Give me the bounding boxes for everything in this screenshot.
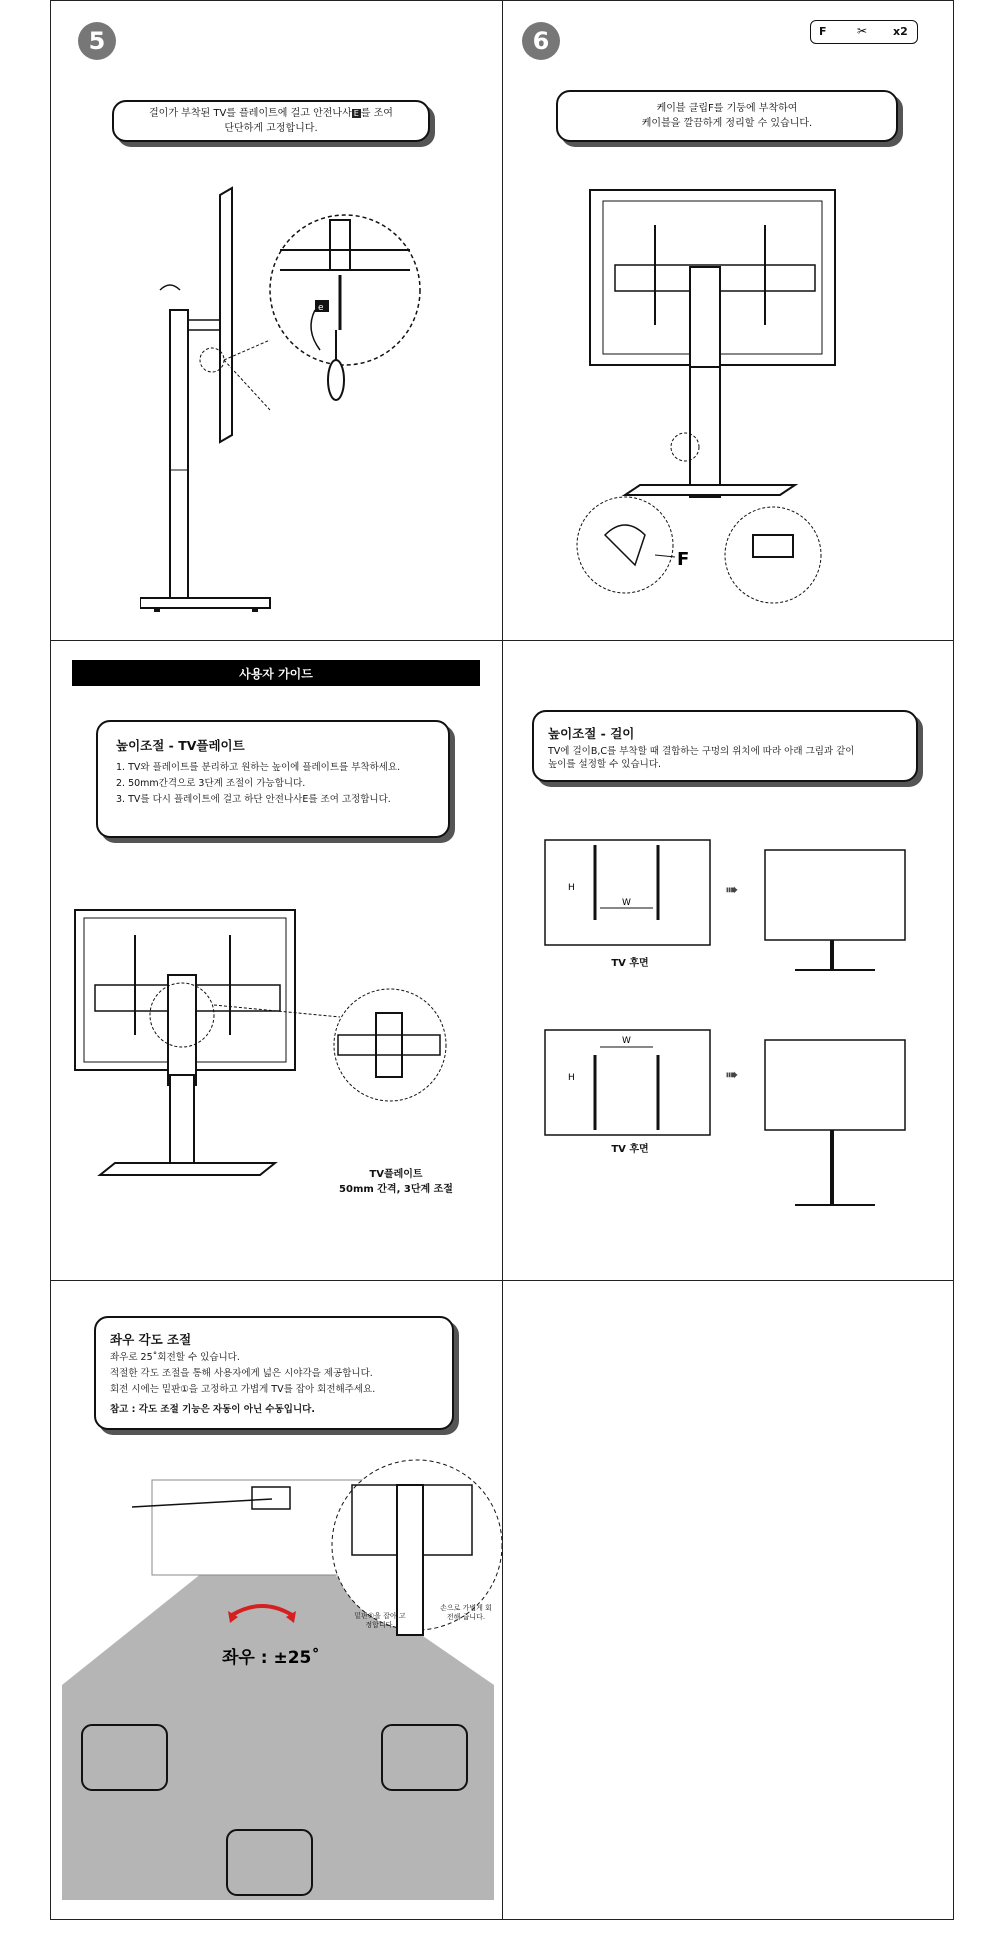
angle-note: 참고 : 각도 조절 기능은 자동이 아닌 수동입니다. — [110, 1404, 315, 1415]
step-6-line1: 케이블 클립F를 기둥에 부착하여 — [656, 103, 798, 114]
parts-badge — [810, 20, 918, 44]
step-5-instruction — [112, 100, 430, 142]
row-divider-2 — [50, 1280, 954, 1281]
hanger-adjust-box — [532, 710, 918, 782]
hint-right: 손으로 가볍게 회전해 줍니다. — [440, 1604, 492, 1621]
step-5-illustration — [140, 180, 470, 620]
plate-adjust-title: 높이조절 - TV플레이트 — [116, 738, 245, 753]
rotation-label: 좌우 : ±25˚ — [222, 1648, 320, 1668]
hanger-diagram-top — [540, 830, 920, 980]
angle-adjust-title: 좌우 각도 조절 — [110, 1332, 192, 1347]
step-5-line1-end: 를 조여 — [360, 108, 393, 119]
step-6-instruction — [556, 90, 898, 142]
angle-line-2: 적절한 각도 조절을 통해 사용자에게 넓은 시야각을 제공합니다. — [110, 1368, 373, 1379]
badge-part-letter: F — [819, 25, 827, 38]
plate-caption — [336, 1165, 456, 1195]
hanger-diagram-bottom — [540, 1025, 920, 1215]
tv-back-label-bottom: TV 후면 — [611, 1144, 649, 1155]
badge-quantity: x2 — [893, 25, 908, 38]
bolt-e-badge: E — [353, 109, 359, 118]
hanger-adjust-title: 높이조절 - 걸이 — [548, 726, 635, 741]
w-label-top: W — [622, 898, 631, 908]
hanger-adjust-line1: TV에 걸이B,C를 부착할 때 결합하는 구멍의 위치에 따라 아래 그림과 같이 — [548, 746, 855, 757]
step-5-number: 5 — [78, 22, 116, 60]
angle-adjust-box — [94, 1316, 454, 1430]
step-5-line1: 걸이가 부착된 TV를 플레이트에 걸고 안전나사 — [149, 108, 352, 119]
svg-text:e: e — [318, 303, 324, 313]
plate-adjust-box — [96, 720, 450, 838]
angle-line-1: 좌우로 25˚회전할 수 있습니다. — [110, 1352, 240, 1363]
plate-illustration — [70, 905, 470, 1195]
angle-illustration — [62, 1445, 502, 1900]
step-6-number: 6 — [522, 22, 560, 60]
step-6-line2: 케이블을 깔끔하게 정리할 수 있습니다. — [641, 118, 813, 129]
plate-step-1: 1. TV와 플레이트를 분리하고 원하는 높이에 플레이트를 부착하세요. — [116, 762, 401, 773]
step-6-illustration — [565, 185, 845, 615]
w-label-bottom: W — [622, 1036, 631, 1046]
clip-label-f: F — [677, 549, 690, 570]
row-divider-1 — [50, 640, 954, 641]
angle-line-3: 회전 시에는 밑판①을 고정하고 가볍게 TV를 잡아 회전해주세요. — [110, 1384, 376, 1395]
cable-clip-icon: ✂ — [857, 24, 868, 38]
plate-caption-line1: TV플레이트 — [369, 1169, 423, 1180]
user-guide-title: 사용자 가이드 — [72, 660, 480, 686]
plate-step-2: 2. 50mm간격으로 3단계 조절이 가능합니다. — [116, 778, 306, 789]
column-divider — [502, 0, 503, 1920]
h-label-bottom: H — [568, 1073, 575, 1083]
h-label-top: H — [568, 883, 575, 893]
hanger-adjust-line2: 높이를 설정할 수 있습니다. — [548, 759, 662, 770]
tv-back-label-top: TV 후면 — [611, 958, 649, 969]
svg-text:➠: ➠ — [725, 880, 739, 899]
hint-left: 밑판①을 잡아 고정합니다. — [354, 1612, 406, 1629]
plate-step-3: 3. TV를 다시 플레이트에 걸고 하단 안전나사E를 조여 고정합니다. — [116, 794, 391, 805]
svg-text:➠: ➠ — [725, 1065, 739, 1084]
step-5-line2: 단단하게 고정합니다. — [224, 123, 318, 134]
plate-caption-line2: 50mm 간격, 3단계 조절 — [339, 1184, 453, 1195]
